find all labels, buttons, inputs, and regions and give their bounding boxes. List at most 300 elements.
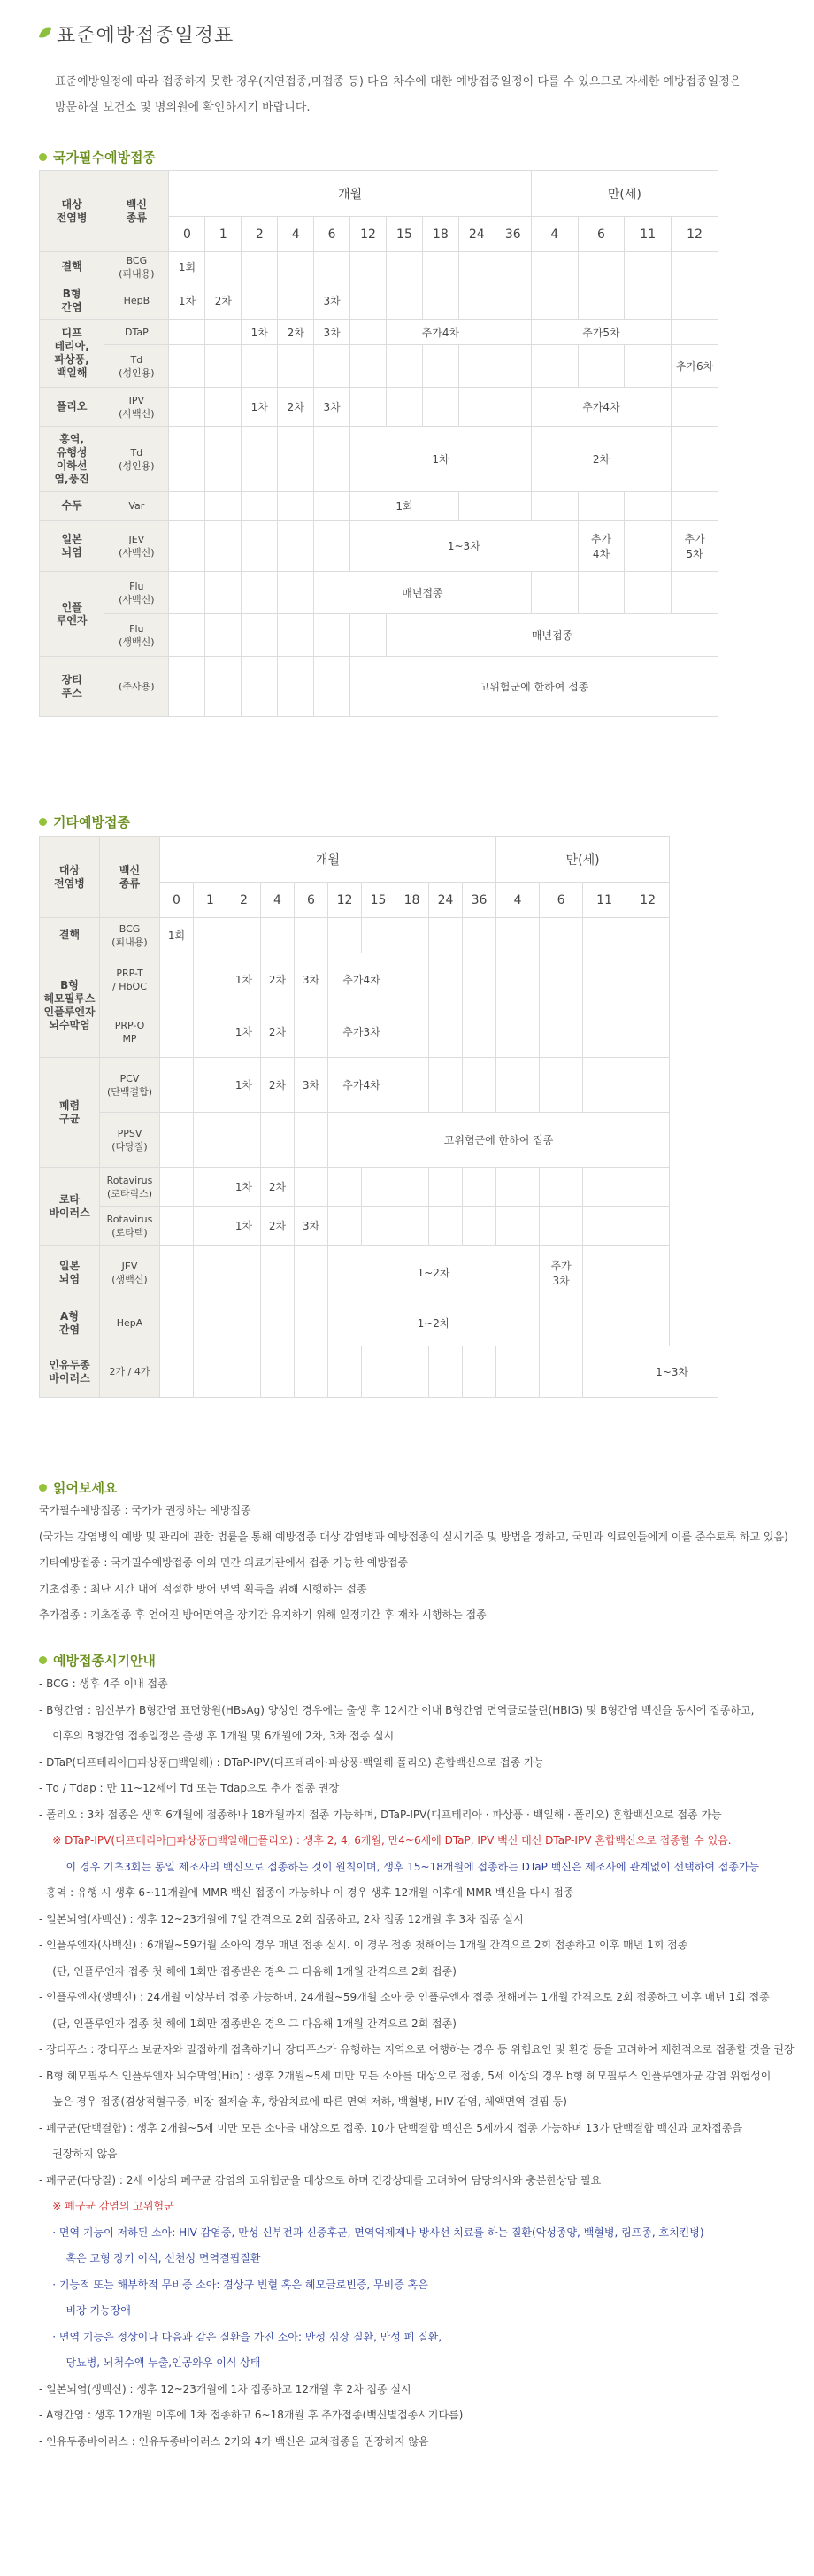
table-row [40,1058,718,1113]
schedule-cell: 추가 3차 [540,1246,583,1300]
empty-cell [205,521,242,572]
bullet-dot-icon [39,153,47,161]
schedule-cell: 1차 [227,1058,261,1113]
month-age-cell: 0 [169,217,205,252]
empty-cell [429,1346,463,1398]
empty-cell [169,492,205,521]
vaccine-cell: HepA [100,1300,160,1346]
vaccine-cell: BCG (피내용) [100,918,160,953]
table-row [40,1113,718,1168]
month-age-cell: 12 [350,217,387,252]
empty-cell [458,388,495,427]
intro-line: 방문하실 보건소 및 병의원에 확인하시기 바랍니다. [55,101,311,114]
empty-cell [242,427,278,492]
read-line: 국가필수예방접종 : 국가가 권장하는 예방접종 [39,1504,251,1516]
section-heading-read [39,1478,117,1497]
schedule-cell: 2차 [261,1006,295,1058]
vaccine-cell: Flu (생백신) [104,614,169,657]
empty-cell [626,918,670,953]
vaccine-cell: PRP-T / HbOC [100,953,160,1006]
table-row [40,492,718,521]
year-age-cell: 12 [626,883,670,918]
empty-cell [672,427,718,492]
schedule-cell: 1차 [169,282,205,320]
empty-cell [295,1300,328,1346]
header-target-disease: 대상 전염병 [40,837,100,918]
empty-cell [395,1168,429,1207]
table-row [40,1207,718,1246]
empty-cell [496,1207,540,1246]
schedule-cell: 추가3차 [328,1006,395,1058]
empty-cell [169,388,205,427]
vaccine-cell: Var [104,492,169,521]
disease-cell: 폴리오 [40,388,104,427]
vaccine-cell: Rotavirus (로타텍) [100,1207,160,1246]
empty-cell [194,1058,227,1113]
empty-cell [227,918,261,953]
empty-cell [314,521,350,572]
guide-line: - 장티푸스 : 장티푸스 보균자와 밀접하게 접촉하거나 장티푸스가 유행하는 지역으로 여행하는 경우 등 위험요인 및 환경 등을 고려하여 제한적으로 접종할 것을 권장 [39,2043,795,2055]
empty-cell [429,1168,463,1207]
guide-line: 높은 경우 접종(겸상적혈구증, 비장 절제술 후, 항암치료에 따른 면역 저하, 백혈병, HIV 감염, 체액면역 결핍 등) [39,2095,567,2108]
empty-cell [672,572,718,614]
empty-cell [625,492,672,521]
vaccine-cell: Td (성인용) [104,427,169,492]
empty-cell [242,282,278,320]
schedule-cell: 3차 [295,1058,328,1113]
schedule-cell: 1차 [227,1168,261,1207]
empty-cell [295,918,328,953]
read-line: 추가접종 : 기초접종 후 얻어진 방어면역을 장기간 유지하기 위해 일정기간 후 재차 시행하는 접종 [39,1608,487,1621]
section-title: 국가필수예방접종 [53,150,156,166]
schedule-cell: 고위험군에 한하여 접종 [328,1113,670,1168]
empty-cell [626,1168,670,1207]
disease-cell: 수두 [40,492,104,521]
guide-line: ※ DTaP-IPV(디프테리아□파상풍□백일해□폴리오) : 생후 2, 4, 6개월, 만4~6세에 DTaP, IPV 백신 대신 DTaP-IPV 혼합백신으로 접종할 수 있음. [39,1834,732,1847]
empty-cell [626,953,670,1006]
schedule-cell: 1~2차 [328,1246,540,1300]
empty-cell [328,1207,362,1246]
empty-cell [463,1346,496,1398]
empty-cell [278,521,314,572]
guide-line: - B형간염 : 임신부가 B형간염 표면항원(HBsAg) 양성인 경우에는 출생 후 12시간 이내 B형간염 면역글로불린(HBIG) 및 B형간염 백신을 동시에 접종하고, [39,1703,755,1716]
schedule-cell: 1회 [160,918,194,953]
month-age-cell: 4 [278,217,314,252]
guide-line: - 인플루엔자(사백신) : 6개월~59개월 소아의 경우 매년 접종 실시. 이 경우 접종 첫해에는 1개월 간격으로 2회 접종하고 이후 매년 1회 접종 [39,1939,688,1951]
schedule-cell: 2차 [278,320,314,345]
guide-line: 이 경우 기초3회는 동일 제조사의 백신으로 접종하는 것이 원칙이며, 생후 15~18개월에 접종하는 DTaP 백신은 제조사에 관계없이 선택하여 접종가능 [39,1860,760,1873]
schedule-cell: 2차 [278,388,314,427]
guide-line: - 폴리오 : 3차 접종은 생후 6개월에 접종하나 18개월까지 접종 가능하며, DTaP-IPV(디프테리아 · 파상풍 · 백일해 · 폴리오) 혼합백신으로 접종 가능 [39,1808,722,1821]
empty-cell [278,657,314,717]
guide-line: 당뇨병, 뇌척수액 누출,인공와우 이식 상태 [39,2356,261,2369]
empty-cell [169,427,205,492]
empty-cell [495,252,531,282]
schedule-cell: 추가4차 [387,320,495,345]
vaccination-timing-guide [39,1671,800,2455]
empty-cell [227,1113,261,1168]
schedule-cell: 1차 [227,953,261,1006]
disease-cell: 홍역, 유행성 이하선 염,풍진 [40,427,104,492]
disease-cell: 장티 푸스 [40,657,104,717]
table-row [40,282,718,320]
empty-cell [531,282,578,320]
empty-cell [672,282,718,320]
empty-cell [160,1246,194,1300]
table-row [40,572,718,614]
empty-cell [295,1246,328,1300]
schedule-cell: 2차 [261,1058,295,1113]
empty-cell [583,1168,626,1207]
empty-cell [496,918,540,953]
empty-cell [194,1006,227,1058]
empty-cell [626,1207,670,1246]
empty-cell [625,572,672,614]
schedule-cell: 3차 [314,282,350,320]
vaccine-cell: (주사용) [104,657,169,717]
guide-line: - 인유두종바이러스 : 인유두종바이러스 2가와 4가 백신은 교차접종을 권장하지 않음 [39,2434,429,2448]
vaccine-cell: HepB [104,282,169,320]
empty-cell [314,657,350,717]
empty-cell [314,427,350,492]
empty-cell [463,918,496,953]
bullet-dot-icon [39,818,47,826]
empty-cell [194,1207,227,1246]
empty-cell [540,1346,583,1398]
schedule-cell: 2차 [261,1207,295,1246]
table-row [40,1346,718,1398]
other-vaccination-table [39,836,718,1398]
intro-text [55,69,780,120]
guide-line: 혹은 고형 장기 이식, 선천성 면역결핍질환 [39,2252,261,2264]
empty-cell [531,252,578,282]
guide-line: - 폐구균(다당질) : 2세 이상의 폐구균 감염의 고위험군을 대상으로 하며 건강상태를 고려하여 담당의사와 충분한상담 필요 [39,2173,602,2187]
header-vaccine-type: 백신 종류 [100,837,160,918]
empty-cell [278,345,314,388]
empty-cell [194,918,227,953]
guide-line: - 일본뇌염(생백신) : 생후 12~23개월에 1차 접종하고 12개월 후 2차 접종 실시 [39,2382,411,2395]
empty-cell [458,492,495,521]
empty-cell [387,252,423,282]
empty-cell [261,1246,295,1300]
empty-cell [205,614,242,657]
schedule-cell: 3차 [295,953,328,1006]
empty-cell [295,1168,328,1207]
empty-cell [626,1006,670,1058]
empty-cell [625,521,672,572]
empty-cell [278,492,314,521]
schedule-cell: 1~3차 [350,521,578,572]
table-row [40,953,718,1006]
guide-line: - 홍역 : 유행 시 생후 6~11개월에 MMR 백신 접종이 가능하나 이 경우 생후 12개월 이후에 MMR 백신을 다시 접종 [39,1886,574,1899]
read-line: (국가는 감염병의 예방 및 관리에 관한 법률을 통해 예방접종 대상 감염병과 예방접종의 실시기준 및 방법을 정하고, 국민과 의료인들에게 이를 준수토록 하고 있음) [39,1530,788,1543]
empty-cell [350,345,387,388]
empty-cell [169,572,205,614]
empty-cell [314,492,350,521]
month-age-cell: 36 [495,217,531,252]
table-row [40,1168,718,1207]
empty-cell [160,1113,194,1168]
header-months: 개월 [160,837,496,883]
empty-cell [160,1058,194,1113]
month-age-cell: 15 [362,883,395,918]
empty-cell [463,1207,496,1246]
schedule-cell: 매년접종 [314,572,532,614]
schedule-cell: 추가4차 [531,388,671,427]
empty-cell [583,1058,626,1113]
empty-cell [625,252,672,282]
schedule-cell: 3차 [314,388,350,427]
empty-cell [395,1006,429,1058]
header-vaccine-type: 백신 종류 [104,171,169,252]
empty-cell [395,918,429,953]
table-row [40,427,718,492]
vaccine-cell: PRP-O MP [100,1006,160,1058]
vaccine-cell: PPSV (다당질) [100,1113,160,1168]
empty-cell [422,252,458,282]
empty-cell [463,953,496,1006]
empty-cell [194,1168,227,1207]
empty-cell [242,345,278,388]
empty-cell [540,1006,583,1058]
empty-cell [495,282,531,320]
guide-line: - 일본뇌염(사백신) : 생후 12~23개월에 7일 간격으로 2회 접종하고, 2차 접종 12개월 후 3차 접종 실시 [39,1912,524,1925]
empty-cell [672,320,718,345]
empty-cell [422,345,458,388]
empty-cell [387,345,423,388]
empty-cell [583,918,626,953]
empty-cell [395,1346,429,1398]
section-heading-guide [39,1651,156,1670]
disease-cell: 폐렴 구균 [40,1058,100,1168]
empty-cell [314,614,350,657]
empty-cell [314,345,350,388]
empty-cell [242,252,278,282]
vaccine-cell: 2가 / 4가 [100,1346,160,1398]
empty-cell [429,1058,463,1113]
guide-line: - B형 헤모필루스 인플루엔자 뇌수막염(Hib) : 생후 2개월~5세 미만 모든 소아를 대상으로 접종, 5세 이상의 경우 b형 헤모필루스 인플루엔자균 감염 위험성이 [39,2069,772,2082]
header-months: 개월 [169,171,531,217]
schedule-cell: 2차 [261,1168,295,1207]
year-age-cell: 6 [578,217,625,252]
empty-cell [295,1006,328,1058]
disease-cell: 일본 뇌염 [40,1246,100,1300]
empty-cell [328,918,362,953]
month-age-cell: 18 [395,883,429,918]
empty-cell [422,282,458,320]
empty-cell [395,1058,429,1113]
empty-cell [205,252,242,282]
schedule-cell: 1차 [227,1207,261,1246]
empty-cell [496,953,540,1006]
page-title-text: 표준예방접종일정표 [57,24,234,47]
empty-cell [194,1300,227,1346]
empty-cell [169,521,205,572]
schedule-cell: 추가 4차 [578,521,625,572]
guide-line: (단, 인플루엔자 접종 첫 해에 1회만 접종받은 경우 그 다음해 1개월 간격으로 2회 접종) [39,2017,457,2030]
empty-cell [672,492,718,521]
schedule-cell: 1차 [242,320,278,345]
empty-cell [531,492,578,521]
empty-cell [261,1346,295,1398]
table-row [40,1246,718,1300]
schedule-cell: 매년접종 [387,614,718,657]
year-age-cell: 11 [625,217,672,252]
empty-cell [160,1346,194,1398]
guide-line: - DTaP(디프테리아□파상풍□백일해) : DTaP-IPV(디프테리아·파상풍·백일해·폴리오) 혼합백신으로 접종 가능 [39,1755,545,1769]
empty-cell [672,388,718,427]
guide-line: - Td / Tdap : 만 11~12세에 Td 또는 Tdap으로 추가 접종 권장 [39,1782,340,1794]
empty-cell [350,252,387,282]
empty-cell [227,1246,261,1300]
vaccine-cell: BCG (피내용) [104,252,169,282]
section-heading-other [39,813,130,831]
empty-cell [463,1168,496,1207]
guide-line: 이후의 B형간염 접종일정은 출생 후 1개월 및 6개월에 2차, 3차 접종 실시 [39,1730,395,1742]
disease-cell: A형 간염 [40,1300,100,1346]
intro-line: 표준예방일정에 따라 접종하지 못한 경우(지연접종,미접종 등) 다음 차수에 대한 예방접종일정이 다를 수 있으므로 자세한 예방접종일정은 [55,75,741,89]
table-row [40,1300,718,1346]
month-age-cell: 15 [387,217,423,252]
empty-cell [278,282,314,320]
empty-cell [314,252,350,282]
empty-cell [625,282,672,320]
schedule-cell: 3차 [314,320,350,345]
schedule-cell: 추가4차 [328,953,395,1006]
empty-cell [387,388,423,427]
schedule-cell: 2차 [261,953,295,1006]
guide-line: · 면역 기능이 저하된 소아: HIV 감염증, 만성 신부전과 신증후군, 면역억제제나 방사선 치료를 하는 질환(악성종양, 백혈병, 림프종, 호치킨병) [39,2225,704,2239]
month-age-cell: 6 [295,883,328,918]
disease-cell: 인유두종 바이러스 [40,1346,100,1398]
month-age-cell: 1 [194,883,227,918]
table-row [40,345,718,388]
empty-cell [583,1300,626,1346]
empty-cell [194,1346,227,1398]
empty-cell [194,953,227,1006]
empty-cell [578,572,625,614]
empty-cell [672,252,718,282]
guide-line: (단, 인플루엔자 접종 첫 해에 1회만 접종받은 경우 그 다음해 1개월 간격으로 2회 접종) [39,1964,457,1978]
empty-cell [242,614,278,657]
empty-cell [227,1346,261,1398]
guide-line: - A형간염 : 생후 12개월 이후에 1차 접종하고 6~18개월 후 추가접종(백신별접종시기다름) [39,2409,464,2421]
empty-cell [205,572,242,614]
bullet-dot-icon [39,1484,47,1492]
empty-cell [362,1346,395,1398]
schedule-cell: 2차 [205,282,242,320]
table-row [40,1006,718,1058]
empty-cell [429,953,463,1006]
disease-cell: 인플 루엔자 [40,572,104,657]
empty-cell [350,388,387,427]
year-age-cell: 6 [540,883,583,918]
empty-cell [583,1207,626,1246]
empty-cell [350,614,387,657]
empty-cell [242,521,278,572]
empty-cell [160,1168,194,1207]
empty-cell [429,918,463,953]
read-notes [39,1498,800,1629]
empty-cell [531,572,578,614]
month-age-cell: 18 [422,217,458,252]
guide-line: ※ 폐구균 감염의 고위험군 [39,2200,174,2212]
section-title: 읽어보세요 [53,1480,118,1496]
section-title: 예방접종시기안내 [53,1653,156,1669]
empty-cell [278,614,314,657]
guide-line: - BCG : 생후 4주 이내 접종 [39,1677,168,1690]
section-title: 기타예방접종 [53,814,130,830]
empty-cell [278,252,314,282]
guide-line: - 폐구균(단백결합) : 생후 2개월~5세 미만 모든 소아를 대상으로 접종. 10가 단백결합 백신은 5세까지 접종 가능하며 13가 단백결합 백신과 교차접종을 [39,2121,743,2134]
empty-cell [205,657,242,717]
empty-cell [169,657,205,717]
month-age-cell: 24 [458,217,495,252]
vaccine-cell: Rotavirus (로타릭스) [100,1168,160,1207]
empty-cell [578,282,625,320]
empty-cell [395,1207,429,1246]
schedule-cell: 1차 [242,388,278,427]
empty-cell [242,492,278,521]
empty-cell [350,282,387,320]
empty-cell [362,918,395,953]
empty-cell [583,1006,626,1058]
schedule-cell: 추가5차 [531,320,671,345]
empty-cell [540,953,583,1006]
disease-cell: B형 헤모필루스 인플루엔자 뇌수막염 [40,953,100,1058]
guide-line: 권장하지 않음 [39,2148,118,2160]
month-age-cell: 1 [205,217,242,252]
empty-cell [540,1168,583,1207]
empty-cell [295,1346,328,1398]
empty-cell [295,1113,328,1168]
leaf-icon [39,26,51,42]
disease-cell: B형 간염 [40,282,104,320]
empty-cell [194,1113,227,1168]
schedule-cell: 2차 [531,427,671,492]
disease-cell: 일본 뇌염 [40,521,104,572]
empty-cell [583,1246,626,1300]
schedule-cell: 3차 [295,1207,328,1246]
disease-cell: 결핵 [40,252,104,282]
guide-line: - 인플루엔자(생백신) : 24개월 이상부터 접종 가능하며, 24개월~59개월 소아 중 인플루엔자 접종 첫해에는 1개월 간격으로 2회 접종하고 이후 매년 1회 접종 [39,1991,770,2003]
empty-cell [328,1346,362,1398]
vaccine-cell: DTaP [104,320,169,345]
bullet-dot-icon [39,1656,47,1664]
empty-cell [496,1346,540,1398]
empty-cell [458,252,495,282]
header-target-disease: 대상 전염병 [40,171,104,252]
empty-cell [578,492,625,521]
empty-cell [531,345,578,388]
empty-cell [496,1058,540,1113]
empty-cell [626,1058,670,1113]
guide-line: · 면역 기능은 정상이나 다음과 같은 질환을 가진 소아: 만성 심장 질환, 만성 폐 질환, [39,2330,442,2343]
empty-cell [495,388,531,427]
month-age-cell: 4 [261,883,295,918]
schedule-cell: 1차 [227,1006,261,1058]
empty-cell [422,388,458,427]
empty-cell [242,657,278,717]
year-age-cell: 12 [672,217,718,252]
month-age-cell: 2 [227,883,261,918]
vaccine-cell: PCV (단백결합) [100,1058,160,1113]
vaccine-cell: JEV (사백신) [104,521,169,572]
empty-cell [625,345,672,388]
empty-cell [540,1300,583,1346]
empty-cell [578,252,625,282]
disease-cell: 로타 바이러스 [40,1168,100,1246]
